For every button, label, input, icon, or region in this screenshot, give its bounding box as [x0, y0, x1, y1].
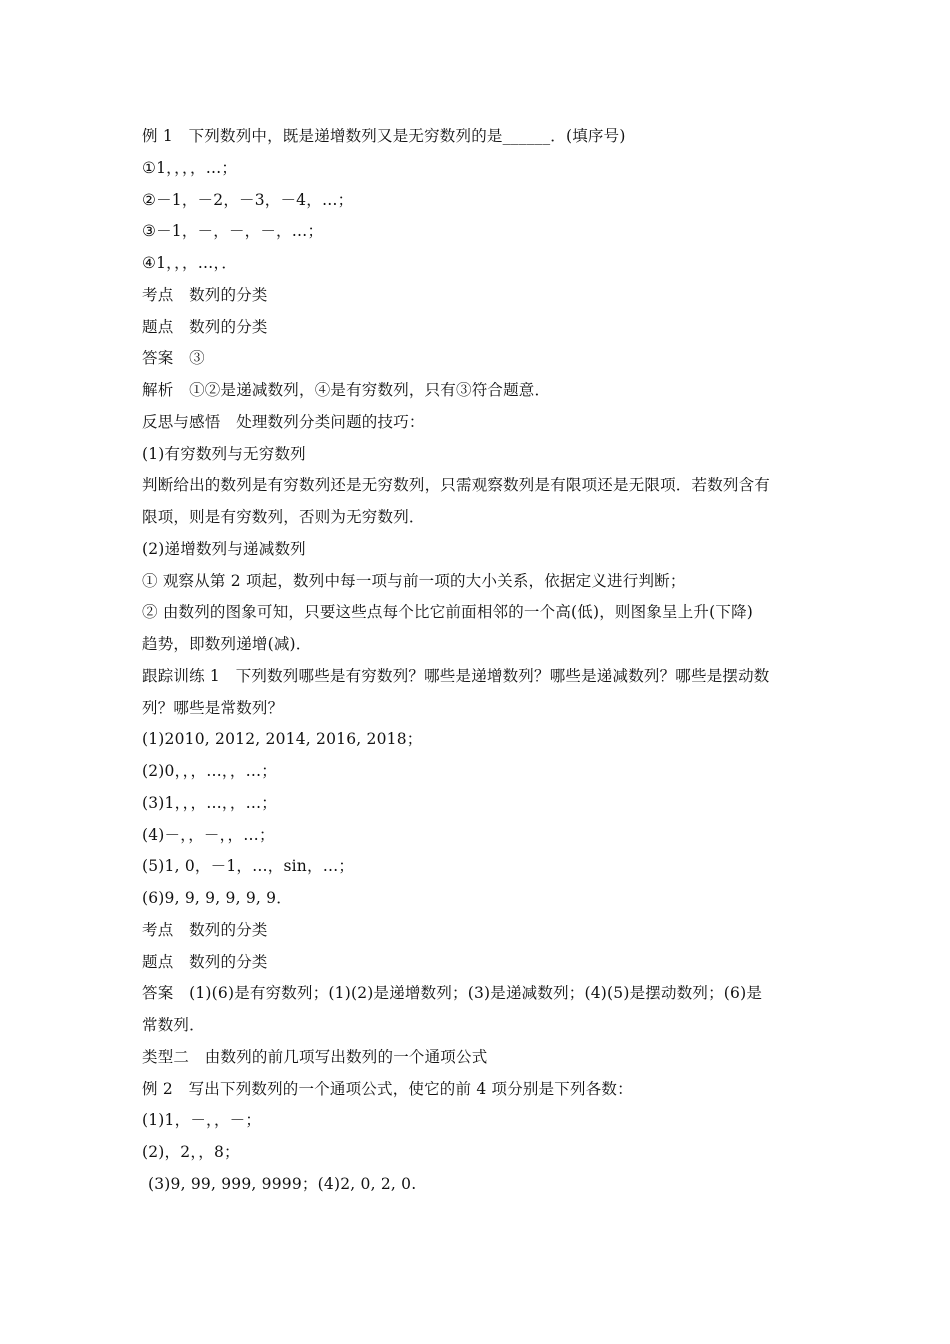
practice-item-3: (3)1，，，…，，…； — [142, 793, 277, 812]
option-2: ②－1，－2，－3，－4，…； — [142, 190, 354, 209]
type-2-heading: 类型二 由数列的前几项写出数列的一个通项公式 — [142, 1047, 488, 1066]
option-1: ①1，，，，…； — [142, 158, 238, 177]
reflection-text-2a: ① 观察从第 2 项起，数列中每一项与前一项的大小关系，依据定义进行判断； — [142, 571, 686, 590]
reflection-text-1b: 限项，则是有穷数列，否则为无穷数列． — [142, 508, 425, 526]
kaodian-2: 考点 数列的分类 — [142, 920, 268, 939]
practice-item-6: (6)9, 9, 9, 9, 9, 9． — [142, 889, 292, 907]
practice-item-2: (2)0，，，…，，…； — [142, 762, 277, 780]
example-2-item-3-4: (3)9, 99, 999, 9999；(4)2, 0, 2, 0. — [148, 1174, 417, 1193]
reflection-heading: 反思与感悟 处理数列分类问题的技巧： — [142, 412, 425, 431]
practice-1-question-a: 跟踪训练 1 下列数列哪些是有穷数列？哪些是递增数列？哪些是递减数列？哪些是摆动数 — [142, 666, 770, 685]
example-2-item-2: (2)，2，，8； — [142, 1143, 240, 1161]
analysis-1: 解析 ①②是递减数列，④是有穷数列，只有③符合题意． — [142, 381, 551, 399]
tidian-1: 题点 数列的分类 — [142, 317, 268, 336]
document-body — [142, 121, 822, 1201]
practice-item-4: (4)－，，－，，…； — [142, 825, 275, 844]
practice-item-1: (1)2010, 2012, 2014, 2016, 2018； — [142, 730, 423, 749]
example-2-question: 例 2 写出下列数列的一个通项公式，使它的前 4 项分别是下列各数： — [142, 1079, 633, 1098]
option-4: ④1，，，…，． — [142, 254, 238, 272]
example-1-question: 例 1 下列数列中，既是递增数列又是无穷数列的是______．(填序号) — [142, 127, 626, 145]
reflection-point-1: (1)有穷数列与无穷数列 — [142, 444, 306, 463]
reflection-text-2b: ② 由数列的图象可知，只要这些点每个比它前面相邻的一个高(低)，则图象呈上升(下降) — [142, 603, 754, 622]
kaodian-1: 考点 数列的分类 — [142, 285, 268, 304]
practice-1-question-b: 列？哪些是常数列？ — [142, 698, 284, 717]
reflection-text-1a: 判断给出的数列是有穷数列还是无穷数列，只需观察数列是有限项还是无限项．若数列含有 — [142, 476, 771, 495]
reflection-point-2: (2)递增数列与递减数列 — [142, 539, 306, 558]
practice-item-5: (5)1, 0，－1，…，sin，…； — [142, 857, 355, 876]
reflection-text-2c: 趋势，即数列递增(减)． — [142, 635, 312, 653]
example-2-item-1: (1)1，－，，－； — [142, 1111, 262, 1130]
answer-2b: 常数列． — [142, 1016, 205, 1034]
answer-2a: 答案 (1)(6)是有穷数列；(1)(2)是递增数列；(3)是递减数列；(4)(5)是摆动数列；(6)是 — [142, 984, 763, 1003]
answer-1: 答案 ③ — [142, 349, 205, 368]
option-3: ③－1，－，－，－，…； — [142, 222, 324, 241]
tidian-2: 题点 数列的分类 — [142, 952, 268, 971]
